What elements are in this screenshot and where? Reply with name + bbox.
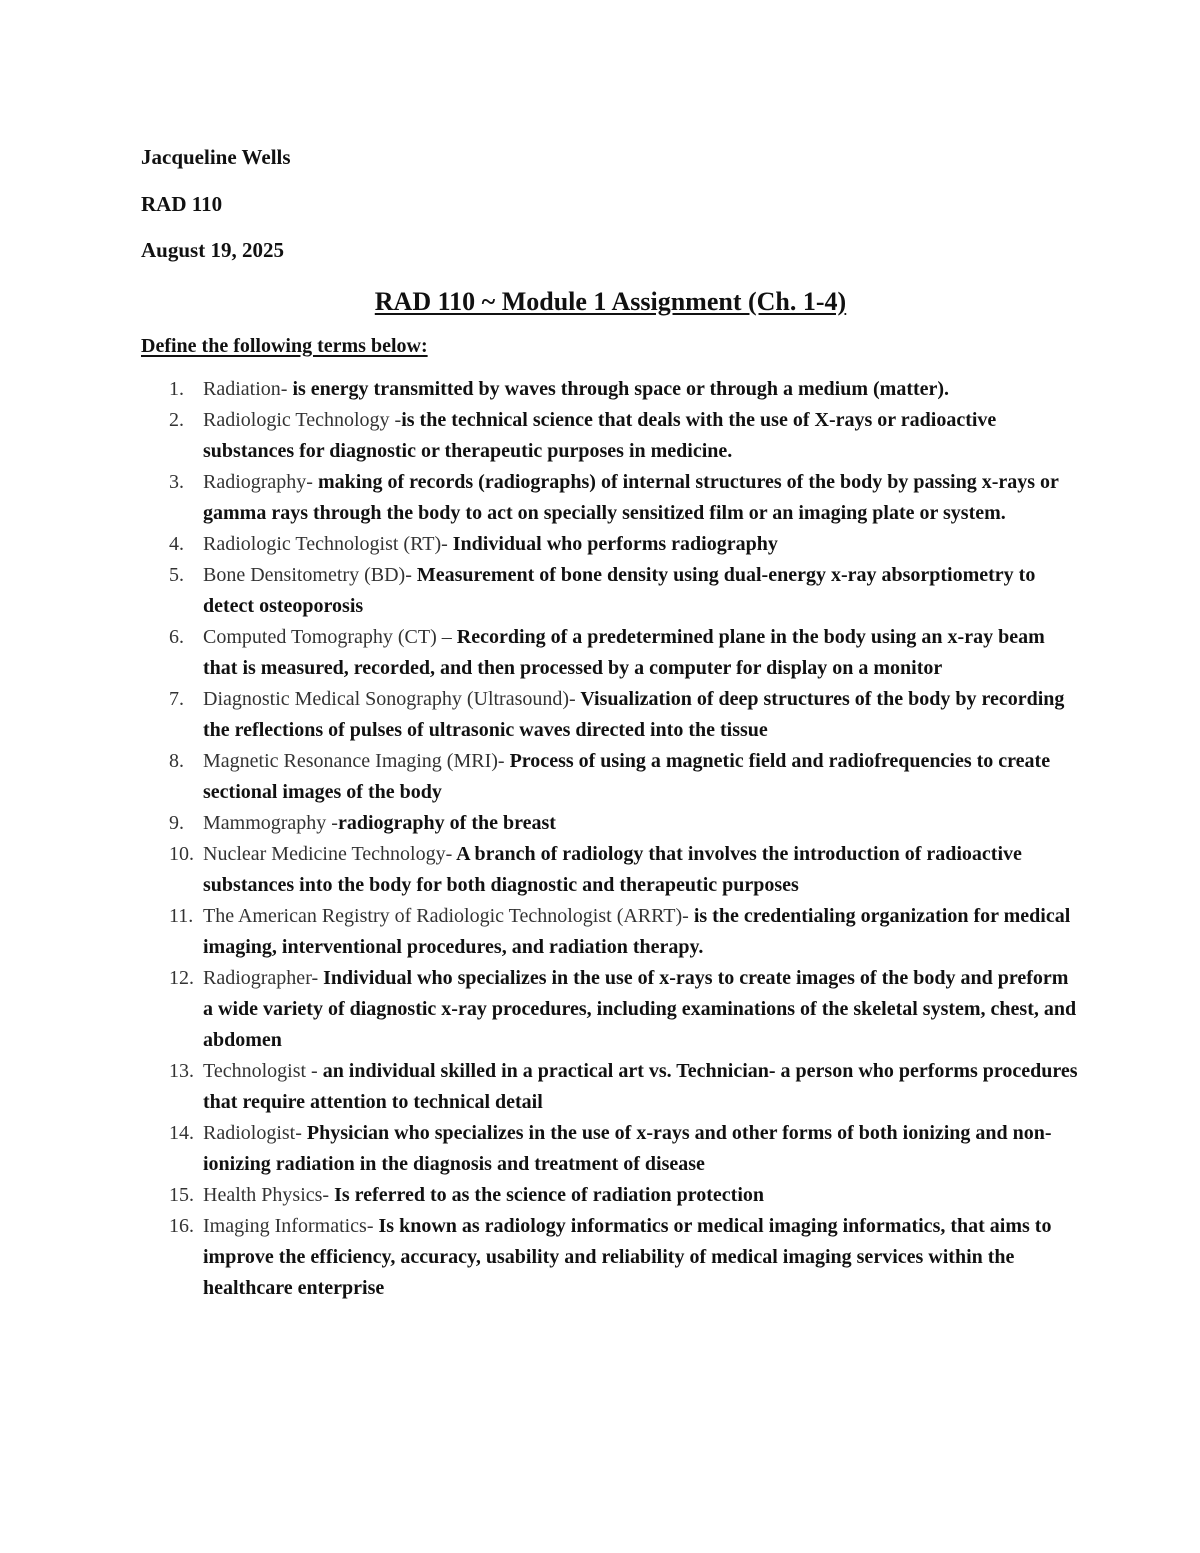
term-definition: Is referred to as the science of radiation protection [329,1183,765,1206]
assignment-date: August 19, 2025 [141,238,284,262]
term-label: Nuclear Medicine Technology- [203,842,453,865]
list-item [141,529,1080,560]
item-number: 11. [169,904,194,927]
term-label: Radiation- [203,377,288,400]
term-label: Technologist - [203,1059,318,1082]
list-item [141,467,1080,529]
item-number: 14. [169,1121,194,1144]
term-definition: making of records (radiographs) of internal structures of the body by passing x-rays or gamma rays through the body to act on specially sensitized film or an imaging plate or system. [203,470,1059,524]
term-label: Bone Densitometry (BD)- [203,563,412,586]
term-label: Radiologist- [203,1121,302,1144]
item-number: 9. [169,811,184,834]
list-item [141,1056,1080,1118]
course-code: RAD 110 [141,191,223,216]
list-item [141,622,1080,684]
list-item [141,1118,1080,1180]
term-definition: Physician who specializes in the use of x-rays and other forms of both ionizing and non-ionizing radiation in the diagnosis and treatment of disease [203,1121,1052,1175]
term-label: Radiologic Technologist (RT)- [203,532,448,555]
terms-list [141,374,1080,1304]
term-definition: is the credentialing organization for medical imaging, interventional procedures, and radiation therapy. [203,904,1071,958]
term-definition: is energy transmitted by waves through space or through a medium (matter). [287,377,950,400]
list-item [141,1211,1080,1304]
item-number: 8. [169,749,184,772]
term-label: Radiologic Technology - [203,408,402,431]
item-number: 2. [169,408,184,431]
document-title: RAD 110 ~ Module 1 Assignment (Ch. 1-4) [374,286,847,316]
list-item [141,808,1080,839]
term-label: Radiographer- [203,966,319,989]
term-label: Radiography- [203,470,313,493]
item-number: 4. [169,532,184,555]
item-number: 13. [169,1059,194,1082]
list-item [141,746,1080,808]
term-definition: Individual who performs radiography [447,532,778,555]
term-label: Mammography - [203,811,338,834]
list-item [141,684,1080,746]
term-definition: Visualization of deep structures of the body by recording the reflections of pulses of ultrasonic waves directed into the tissue [203,687,1065,741]
term-definition: A branch of radiology that involves the introduction of radioactive substances into the body for both diagnostic and therapeutic purposes [203,842,1022,896]
item-number: 1. [169,377,184,400]
term-label: Computed Tomography (CT) – [203,625,452,648]
term-definition: radiography of the breast [337,811,556,834]
term-label: Diagnostic Medical Sonography (Ultrasound)- [203,687,576,710]
instructions-heading: Define the following terms below: [141,334,428,357]
list-item [141,839,1080,901]
term-definition: Process of using a magnetic field and radiofrequencies to create sectional images of the body [203,749,1051,803]
list-item [141,405,1080,467]
term-definition: an individual skilled in a practical art vs. Technician- a person who performs procedures that require attention to technical detail [203,1059,1078,1113]
item-number: 5. [169,563,184,586]
list-item [141,901,1080,963]
list-item [141,963,1080,1056]
item-number: 7. [169,687,184,710]
item-number: 10. [169,842,194,865]
student-name: Jacqueline Wells [141,145,291,169]
term-definition: Recording of a predetermined plane in the body using an x-ray beam that is measured, recorded, and then processed by a computer for display on a monitor [203,625,1045,679]
item-number: 3. [169,470,184,493]
item-number: 15. [169,1183,194,1206]
term-definition: is the technical science that deals with the use of X-rays or radioactive substances for diagnostic or therapeutic purposes in medicine. [203,408,997,462]
term-label: Imaging Informatics- [203,1214,374,1237]
item-number: 16. [169,1214,194,1237]
list-item [141,374,1080,405]
term-definition: Individual who specializes in the use of x-rays to create images of the body and preform a wide variety of diagnostic x-ray procedures, including examinations of the skeletal system, chest, and abdomen [203,966,1077,1051]
list-item [141,560,1080,622]
item-number: 12. [169,966,194,989]
term-label: Health Physics- [203,1183,330,1206]
term-definition: Measurement of bone density using dual-energy x-ray absorptiometry to detect osteoporosis [203,563,1036,617]
term-label: The American Registry of Radiologic Technologist (ARRT)- [203,904,689,927]
item-number: 6. [169,625,184,648]
term-definition: Is known as radiology informatics or medical imaging informatics, that aims to improve the efficiency, accuracy, usability and reliability of medical imaging services within the healthcare enterprise [203,1214,1052,1299]
term-label: Magnetic Resonance Imaging (MRI)- [203,749,505,772]
list-item [141,1180,1080,1211]
